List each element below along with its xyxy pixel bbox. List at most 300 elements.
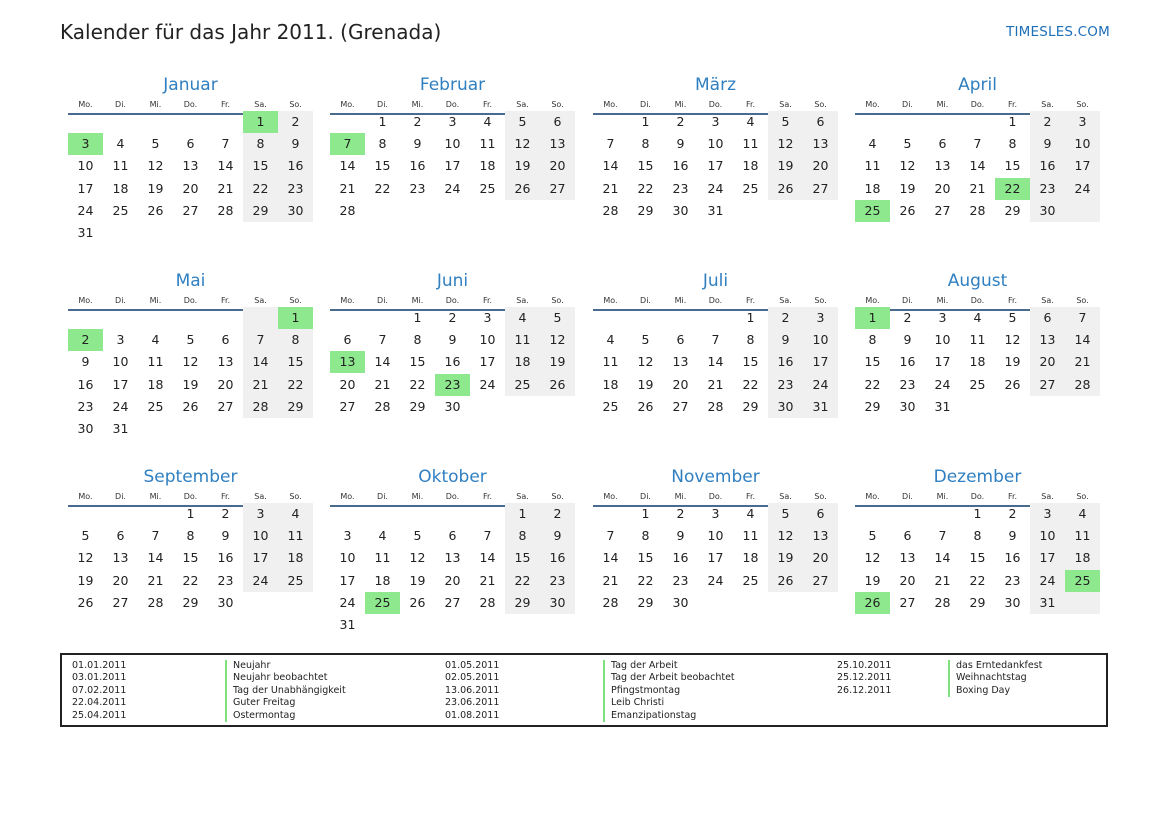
weekday-label: Mo. [865, 296, 880, 305]
calendar-day: 15 [287, 354, 304, 370]
weekday-label: Mo. [78, 296, 93, 305]
weekday-label: Di. [377, 492, 388, 501]
calendar-day: 27 [444, 594, 461, 610]
month-title: März [695, 75, 736, 95]
month-februar [330, 75, 575, 265]
weekday-label: Mo. [603, 492, 618, 501]
calendar-day: 3 [1078, 114, 1087, 129]
calendar-day: 26 [409, 594, 426, 610]
calendar-day: 5 [641, 332, 650, 348]
calendar-day: 25 [602, 398, 619, 414]
weekday-label: Do. [970, 492, 985, 501]
calendar-day: 2 [413, 114, 422, 129]
calendar-day: 20 [444, 572, 461, 588]
calendar-day: 28 [969, 202, 986, 218]
calendar-day: 4 [868, 136, 877, 152]
calendar-day: 15 [637, 550, 654, 566]
calendar-day: 14 [339, 158, 356, 174]
calendar-day: 18 [742, 158, 759, 174]
calendar-day: 31 [1039, 594, 1056, 610]
calendar-day: 11 [1074, 528, 1091, 544]
calendar-day: 3 [1043, 506, 1052, 521]
calendar-day: 28 [339, 202, 356, 218]
calendar-day: 24 [112, 398, 129, 414]
calendar-day: 1 [641, 506, 650, 521]
calendar-day: 11 [742, 136, 759, 152]
weekday-label: Mo. [78, 492, 93, 501]
calendar-day: 4 [606, 332, 615, 348]
weekday-label: So. [289, 492, 302, 501]
holiday-date: 13.06.2011 [445, 684, 500, 696]
calendar-day: 16 [899, 354, 916, 370]
calendar-day: 25 [742, 180, 759, 196]
calendar-day: 14 [707, 354, 724, 370]
calendar-day: 30 [777, 398, 794, 414]
calendar-day: 16 [1039, 158, 1056, 174]
calendar-day: 28 [934, 594, 951, 610]
calendar-day: 15 [252, 158, 269, 174]
weekday-label: Di. [115, 296, 126, 305]
calendar-day: 17 [934, 354, 951, 370]
calendar-day: 24 [479, 376, 496, 392]
calendar-day: 27 [934, 202, 951, 218]
calendar-day: 15 [514, 550, 531, 566]
calendar-day: 6 [676, 332, 685, 348]
calendar-day: 15 [637, 158, 654, 174]
holiday-name: Ostermontag [225, 710, 295, 722]
weekday-label: Mo. [603, 296, 618, 305]
calendar-day: 21 [147, 572, 164, 588]
calendar-day: 13 [112, 550, 129, 566]
holiday-name: Weihnachtstag [948, 672, 1027, 684]
weekday-label: Mo. [340, 296, 355, 305]
calendar-day: 18 [514, 354, 531, 370]
calendar-day: 28 [1074, 376, 1091, 392]
holiday-day: 13 [330, 351, 365, 373]
calendar-day: 20 [899, 572, 916, 588]
month-juni [330, 271, 575, 461]
weekday-label: Mi. [411, 100, 424, 109]
weekday-label: Mi. [149, 296, 162, 305]
calendar-day: 26 [899, 202, 916, 218]
calendar-day: 26 [1004, 376, 1021, 392]
calendar-day: 16 [1004, 550, 1021, 566]
calendar-day: 23 [899, 376, 916, 392]
weekday-label: Fr. [482, 296, 493, 305]
holiday-day: 7 [330, 133, 365, 155]
holiday-name: Leib Christi [603, 697, 664, 709]
calendar-day: 18 [969, 354, 986, 370]
calendar-day: 22 [742, 376, 759, 392]
calendar-day: 14 [252, 354, 269, 370]
calendar-day: 9 [676, 528, 685, 544]
calendar-day: 28 [374, 398, 391, 414]
calendar-day: 26 [777, 180, 794, 196]
calendar-day: 16 [217, 550, 234, 566]
weekday-label: Sa. [779, 100, 792, 109]
calendar-day: 20 [672, 376, 689, 392]
calendar-day: 19 [514, 158, 531, 174]
calendar-day: 4 [746, 506, 755, 521]
calendar-day: 17 [77, 180, 94, 196]
month-title: Januar [163, 75, 218, 95]
calendar-day: 2 [291, 114, 300, 129]
calendar-day: 6 [1043, 310, 1052, 325]
calendar-day: 21 [217, 180, 234, 196]
calendar-day: 22 [374, 180, 391, 196]
calendar-day: 14 [479, 550, 496, 566]
weekday-label: Do. [708, 492, 723, 501]
calendar-day: 5 [553, 310, 562, 325]
calendar-day: 22 [514, 572, 531, 588]
calendar-day: 31 [339, 617, 356, 632]
calendar-day: 11 [112, 158, 129, 174]
weekday-label: Di. [640, 100, 651, 109]
holiday-date: 03.01.2011 [72, 672, 127, 684]
calendar-day: 14 [147, 550, 164, 566]
calendar-day: 25 [147, 398, 164, 414]
calendar-day: 4 [291, 506, 300, 521]
calendar-day: 18 [602, 376, 619, 392]
calendar-day: 11 [742, 528, 759, 544]
calendar-day: 24 [707, 572, 724, 588]
calendar-day: 23 [672, 572, 689, 588]
calendar-day: 3 [256, 506, 265, 521]
holiday-day: 25 [1065, 570, 1100, 592]
weekday-label: Mo. [340, 492, 355, 501]
calendar-day: 5 [151, 136, 160, 152]
holiday-day: 3 [68, 133, 103, 155]
calendar-day: 24 [1039, 572, 1056, 588]
calendar-day: 23 [409, 180, 426, 196]
weekday-label: So. [551, 492, 564, 501]
calendar-day: 21 [602, 572, 619, 588]
calendar-day: 6 [186, 136, 195, 152]
calendar-day: 17 [112, 376, 129, 392]
calendar-day: 9 [448, 332, 457, 348]
calendar-day: 27 [182, 202, 199, 218]
month-september [68, 467, 313, 657]
month-april [855, 75, 1100, 265]
calendar-day: 1 [1008, 114, 1017, 129]
calendar-day: 6 [343, 332, 352, 348]
month-mai [68, 271, 313, 461]
holiday-day: 2 [68, 329, 103, 351]
calendar-day: 10 [444, 136, 461, 152]
weekday-label: So. [1076, 296, 1089, 305]
calendar-day: 4 [116, 136, 125, 152]
calendar-day: 13 [812, 136, 829, 152]
calendar-day: 17 [252, 550, 269, 566]
calendar-day: 5 [781, 114, 790, 129]
weekday-label: Mi. [411, 296, 424, 305]
calendar-day: 22 [182, 572, 199, 588]
calendar-day: 16 [409, 158, 426, 174]
weekday-label: Do. [970, 100, 985, 109]
calendar-day: 25 [742, 572, 759, 588]
weekday-label: So. [814, 492, 827, 501]
weekday-label: So. [1076, 492, 1089, 501]
calendar-day: 25 [479, 180, 496, 196]
calendar-day: 17 [707, 158, 724, 174]
holiday-date: 25.10.2011 [837, 660, 892, 671]
holiday-name: Neujahr beobachtet [225, 672, 327, 684]
calendar-day: 17 [339, 572, 356, 588]
calendar-day: 20 [182, 180, 199, 196]
calendar-day: 15 [1004, 158, 1021, 174]
weekday-label: Do. [183, 492, 198, 501]
calendar-day: 21 [969, 180, 986, 196]
weekday-label: Fr. [220, 100, 231, 109]
weekday-label: Fr. [482, 100, 493, 109]
calendar-day: 22 [409, 376, 426, 392]
calendar-day: 8 [641, 136, 650, 152]
calendar-day: 15 [969, 550, 986, 566]
calendar-day: 18 [864, 180, 881, 196]
calendar-day: 21 [707, 376, 724, 392]
calendar-day: 8 [291, 332, 300, 348]
calendar-day: 4 [378, 528, 387, 544]
holiday-date: 01.05.2011 [445, 660, 500, 671]
calendar-day: 30 [287, 202, 304, 218]
weekday-label: Do. [445, 492, 460, 501]
weekday-label: Fr. [745, 100, 756, 109]
calendar-day: 18 [147, 376, 164, 392]
calendar-day: 17 [812, 354, 829, 370]
month-title: November [671, 467, 760, 487]
weekday-label: Sa. [516, 492, 529, 501]
calendar-day: 18 [112, 180, 129, 196]
calendar-day: 7 [606, 136, 615, 152]
weekday-label: Do. [708, 100, 723, 109]
calendar-day: 22 [287, 376, 304, 392]
calendar-day: 14 [602, 550, 619, 566]
calendar-day: 8 [641, 528, 650, 544]
weekday-label: Di. [902, 492, 913, 501]
calendar-day: 4 [1078, 506, 1087, 521]
weekday-label: Sa. [1041, 100, 1054, 109]
calendar-day: 21 [252, 376, 269, 392]
calendar-day: 30 [549, 594, 566, 610]
calendar-day: 11 [602, 354, 619, 370]
calendar-day: 5 [903, 136, 912, 152]
holiday-date: 25.04.2011 [72, 709, 127, 721]
calendar-day: 24 [934, 376, 951, 392]
calendar-day: 20 [812, 158, 829, 174]
calendar-day: 2 [1008, 506, 1017, 521]
weekday-label: Mo. [865, 492, 880, 501]
weekday-label: So. [814, 296, 827, 305]
weekday-label: Sa. [516, 100, 529, 109]
calendar-day: 12 [409, 550, 426, 566]
calendar-day: 19 [864, 572, 881, 588]
calendar-day: 11 [374, 550, 391, 566]
calendar-day: 3 [816, 310, 825, 325]
calendar-day: 29 [287, 398, 304, 414]
calendar-day: 11 [514, 332, 531, 348]
holiday-name: Tag der Arbeit beobachtet [603, 672, 735, 684]
weekday-label: Di. [115, 492, 126, 501]
month-dezember [855, 467, 1100, 657]
calendar-day: 29 [742, 398, 759, 414]
calendar-day: 27 [112, 594, 129, 610]
month-title: Februar [419, 75, 486, 95]
holiday-list [60, 653, 1108, 727]
calendar-day: 31 [77, 225, 94, 240]
calendar-day: 22 [252, 180, 269, 196]
weekday-label: Fr. [745, 492, 756, 501]
calendar-day: 3 [483, 310, 492, 325]
site-link[interactable]: TIMESLES.COM [1006, 24, 1110, 40]
calendar-day: 2 [448, 310, 457, 325]
holiday-date: 22.04.2011 [72, 697, 127, 709]
weekday-label: Mo. [865, 100, 880, 109]
calendar-day: 5 [186, 332, 195, 348]
weekday-label: Fr. [745, 296, 756, 305]
calendar-day: 3 [711, 114, 720, 129]
calendar-day: 2 [553, 506, 562, 521]
weekday-label: Fr. [1007, 492, 1018, 501]
calendar-day: 12 [777, 136, 794, 152]
weekday-label: Mi. [149, 100, 162, 109]
calendar-day: 2 [1043, 114, 1052, 129]
calendar-day: 24 [812, 376, 829, 392]
calendar-day: 7 [483, 528, 492, 544]
calendar-day: 27 [339, 398, 356, 414]
weekday-label: Mi. [936, 100, 949, 109]
month-title: September [143, 467, 238, 487]
calendar-day: 8 [1008, 136, 1017, 152]
calendar-day: 27 [1039, 376, 1056, 392]
weekday-label: So. [814, 100, 827, 109]
calendar-day: 6 [816, 506, 825, 521]
calendar-day: 5 [518, 114, 527, 129]
calendar-day: 23 [287, 180, 304, 196]
weekday-label: Sa. [779, 492, 792, 501]
calendar-day: 29 [252, 202, 269, 218]
calendar-day: 19 [1004, 354, 1021, 370]
weekday-label: Sa. [516, 296, 529, 305]
calendar-day: 16 [549, 550, 566, 566]
weekday-label: Do. [445, 296, 460, 305]
calendar-day: 6 [903, 528, 912, 544]
calendar-day: 3 [711, 506, 720, 521]
calendar-day: 19 [409, 572, 426, 588]
calendar-day: 9 [81, 354, 90, 370]
calendar-day: 20 [549, 158, 566, 174]
calendar-day: 25 [112, 202, 129, 218]
calendar-day: 7 [606, 528, 615, 544]
calendar-day: 27 [899, 594, 916, 610]
calendar-day: 1 [413, 310, 422, 325]
calendar-day: 3 [938, 310, 947, 325]
weekday-label: Di. [377, 296, 388, 305]
calendar-day: 1 [973, 506, 982, 521]
holiday-name: das Erntedankfest [948, 660, 1042, 672]
calendar-day: 30 [1004, 594, 1021, 610]
calendar-day: 19 [777, 550, 794, 566]
calendar-day: 18 [374, 572, 391, 588]
weekday-label: Fr. [482, 492, 493, 501]
calendar-day: 6 [116, 528, 125, 544]
calendar-day: 6 [938, 136, 947, 152]
calendar-day: 12 [147, 158, 164, 174]
calendar-day: 19 [899, 180, 916, 196]
holiday-day: 1 [855, 307, 890, 329]
month-title: Dezember [933, 467, 1022, 487]
holiday-name: Tag der Arbeit [603, 660, 678, 672]
calendar-day: 3 [116, 332, 125, 348]
weekday-label: Fr. [1007, 100, 1018, 109]
calendar-day: 13 [444, 550, 461, 566]
weekday-label: Di. [640, 492, 651, 501]
calendar-day: 13 [182, 158, 199, 174]
calendar-day: 9 [221, 528, 230, 544]
weekday-label: Mi. [936, 296, 949, 305]
month-juli [593, 271, 838, 461]
calendar-day: 8 [256, 136, 265, 152]
calendar-day: 5 [81, 528, 90, 544]
weekday-label: Mi. [674, 492, 687, 501]
calendar-day: 8 [973, 528, 982, 544]
weekday-label: Mi. [674, 100, 687, 109]
calendar-day: 24 [707, 180, 724, 196]
calendar-day: 1 [518, 506, 527, 521]
calendar-day: 12 [77, 550, 94, 566]
holiday-day: 1 [243, 111, 278, 133]
calendar-day: 8 [413, 332, 422, 348]
calendar-day: 15 [374, 158, 391, 174]
holiday-day: 22 [995, 178, 1030, 200]
calendar-day: 19 [182, 376, 199, 392]
weekday-label: So. [551, 100, 564, 109]
holiday-date: 07.02.2011 [72, 684, 127, 696]
calendar-day: 4 [518, 310, 527, 325]
calendar-day: 6 [553, 114, 562, 129]
calendar-day: 28 [217, 202, 234, 218]
calendar-day: 11 [287, 528, 304, 544]
calendar-day: 10 [934, 332, 951, 348]
calendar-day: 27 [812, 572, 829, 588]
calendar-day: 29 [182, 594, 199, 610]
weekday-label: Sa. [254, 296, 267, 305]
calendar-day: 19 [777, 158, 794, 174]
calendar-day: 12 [514, 136, 531, 152]
calendar-day: 29 [514, 594, 531, 610]
holiday-date: 26.12.2011 [837, 684, 892, 696]
calendar-day: 1 [378, 114, 387, 129]
calendar-day: 21 [934, 572, 951, 588]
calendar-day: 19 [637, 376, 654, 392]
calendar-day: 4 [973, 310, 982, 325]
calendar-day: 24 [339, 594, 356, 610]
calendar-day: 12 [549, 332, 566, 348]
calendar-day: 5 [781, 506, 790, 521]
calendar-day: 10 [1039, 528, 1056, 544]
calendar-day: 12 [899, 158, 916, 174]
calendar-day: 23 [217, 572, 234, 588]
holiday-date: 23.06.2011 [445, 697, 500, 709]
calendar-day: 31 [707, 202, 724, 218]
calendar-day: 8 [186, 528, 195, 544]
calendar-day: 9 [291, 136, 300, 152]
calendar-day: 14 [217, 158, 234, 174]
weekday-label: Do. [708, 296, 723, 305]
calendar-day: 2 [903, 310, 912, 325]
calendar-day: 29 [864, 398, 881, 414]
weekday-label: Sa. [1041, 296, 1054, 305]
calendar-day: 12 [777, 528, 794, 544]
